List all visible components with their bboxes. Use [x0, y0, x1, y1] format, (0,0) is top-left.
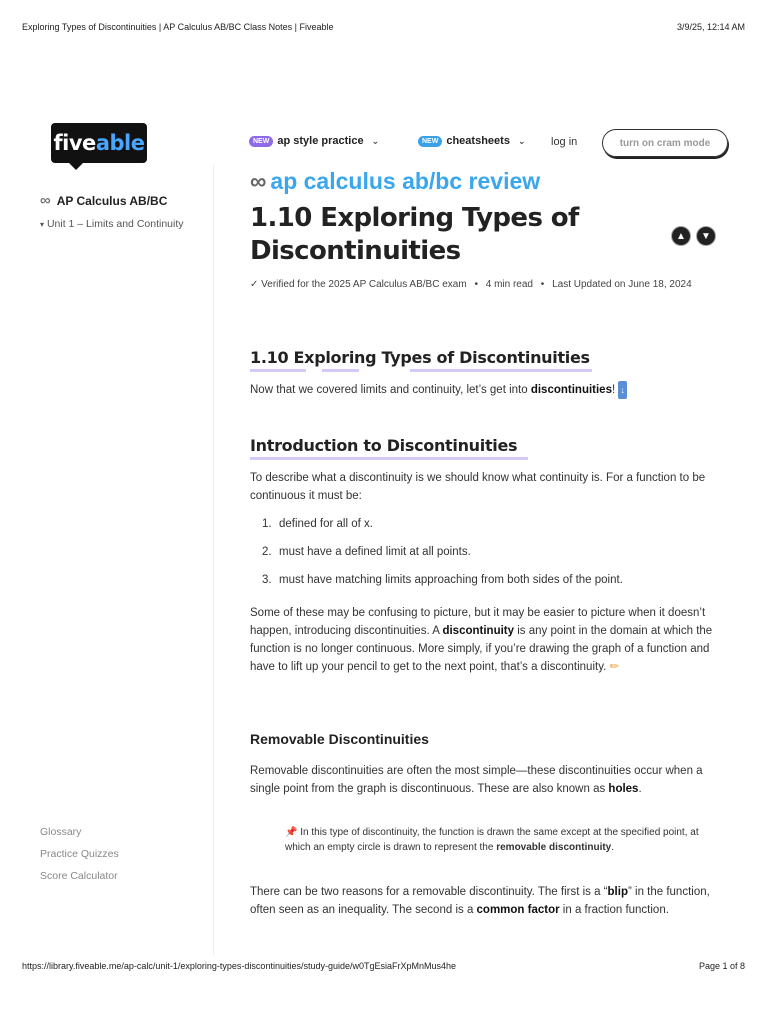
para4-text-a: There can be two reasons for a removable discontinuity. The first is a “: [250, 886, 608, 898]
thumbs-down-icon[interactable]: ▼: [696, 226, 716, 246]
arrow-down-emoji-icon: ↓: [618, 381, 627, 399]
para3-text-a: Removable discontinuities are often the most simple—these discontinuities occur when a single point from the graph is discontinuous. These are also known as: [250, 765, 703, 795]
para2-bold: discontinuity: [442, 625, 515, 637]
note-bold: removable discontinuity: [496, 842, 612, 853]
cram-mode-button[interactable]: turn on cram mode: [602, 129, 728, 157]
review-link[interactable]: [250, 168, 540, 195]
logo-text-part1: five: [53, 131, 96, 155]
chevron-down-icon: ⌄: [371, 135, 380, 146]
infinity-icon: ∞: [40, 192, 51, 209]
sidebar-course-label: AP Calculus AB/BC: [56, 193, 168, 208]
list-item: 3. must have matching limits approaching from both sides of the point.: [262, 574, 623, 586]
sidebar-course-link[interactable]: [40, 192, 167, 209]
section-heading-2: Introduction to Discontinuities: [250, 436, 518, 455]
meta-updated: Last Updated on June 18, 2024: [552, 279, 692, 290]
keyword-underline: [410, 369, 592, 372]
para4-text-c: in a fraction function.: [559, 904, 669, 916]
fiveable-logo[interactable]: [51, 123, 147, 163]
sidebar-divider: [213, 165, 214, 955]
sidebar-link-glossary[interactable]: Glossary: [40, 826, 82, 838]
nav-ap-style-practice[interactable]: [249, 135, 379, 147]
list-item: 1. defined for all of x.: [262, 518, 373, 530]
list-item: 2. must have a defined limit at all points.: [262, 546, 471, 558]
infinity-icon: ∞: [250, 168, 267, 194]
article-meta: ✓ Verified for the 2025 AP Calculus AB/BC exam • 4 min read • Last Updated on June 18, 2024: [250, 279, 692, 290]
thumbs-up-icon[interactable]: ▲: [671, 226, 691, 246]
meta-read-time: 4 min read: [485, 279, 533, 290]
paragraph-continuity: To describe what a discontinuity is we should know what continuity is. For a function to be continuous it must be:: [250, 472, 706, 502]
note-end: .: [611, 842, 615, 853]
list-item-text: defined for all of x.: [279, 518, 373, 530]
new-badge: NEW: [249, 136, 273, 147]
intro-text: Now that we covered limits and continuity, let’s get into: [250, 384, 531, 396]
review-label: ap calculus ab/bc review: [270, 168, 541, 194]
nav-item-label: ap style practice: [277, 135, 364, 147]
print-footer-url: https://library.fiveable.me/ap-calc/unit-1/exploring-types-discontinuities/study-guide/w0TgEsiaFrXpMnMus4he: [22, 961, 457, 971]
para4-bold-blip: blip: [607, 886, 628, 898]
list-item-text: must have matching limits approaching from both sides of the point.: [279, 574, 623, 586]
paragraph-reasons: [250, 883, 720, 919]
chevron-down-icon: ⌄: [517, 135, 526, 146]
paragraph-removable: [250, 762, 720, 798]
paragraph-discontinuity: [250, 604, 720, 676]
pushpin-icon: 📌: [285, 827, 298, 838]
print-header-title: Exploring Types of Discontinuities | AP Calculus AB/BC Class Notes | Fiveable: [22, 22, 334, 32]
sidebar-link-score-calculator[interactable]: Score Calculator: [40, 870, 118, 882]
para4-bold-common-factor: common factor: [476, 904, 560, 916]
para2-text-a: Some of these may be confusing to picture, but it may be easier to picture when it doesn’t happen, introducing discontinuities. A: [250, 607, 706, 637]
logo-text-part2: able: [95, 131, 145, 155]
new-badge: NEW: [418, 136, 442, 147]
login-link[interactable]: log in: [551, 136, 578, 148]
nav-cheatsheets[interactable]: [418, 135, 525, 147]
intro-end: !: [611, 384, 616, 396]
para3-end: .: [638, 783, 642, 795]
logo-speech-tail: [68, 162, 84, 170]
section-heading-1: 1.10 Exploring Types of Discontinuities: [250, 348, 590, 367]
meta-verified: Verified for the 2025 AP Calculus AB/BC exam: [261, 279, 467, 290]
caret-down-icon: ▾: [40, 220, 45, 229]
nav-item-label: cheatsheets: [446, 135, 510, 147]
keyword-underline: [250, 457, 528, 460]
print-header-datetime: 3/9/25, 12:14 AM: [676, 22, 745, 32]
list-item-text: must have a defined limit at all points.: [279, 546, 471, 558]
para4-text-b: ” in the function, often seen as an inequality. The second is a: [250, 886, 710, 916]
subsection-heading: Removable Discontinuities: [250, 731, 429, 747]
sidebar-unit-item[interactable]: [40, 217, 200, 232]
print-footer-page: Page 1 of 8: [698, 961, 745, 971]
pencil-emoji-icon: ✏: [609, 661, 620, 673]
intro-bold: discontinuities: [530, 384, 612, 396]
keyword-underline: [250, 369, 306, 372]
note-callout: [285, 825, 705, 855]
check-icon: ✓: [250, 279, 259, 290]
sidebar-link-practice-quizzes[interactable]: Practice Quizzes: [40, 848, 119, 860]
page-title: 1.10 Exploring Types of Discontinuities: [250, 203, 579, 266]
intro-paragraph: [250, 381, 720, 399]
para2-text-b: is any point in the domain at which the function is no longer continuous. More simply, if you’re drawing the graph of a function and have to lift up your pencil to get to the next point, that’s a discontinuity.: [250, 625, 713, 673]
sidebar-unit-label: Unit 1 – Limits and Continuity: [46, 218, 184, 230]
note-text-a: In this type of discontinuity, the function is drawn the same except at the specified point, at which an empty circle is drawn to represent the: [285, 827, 699, 853]
para3-bold: holes: [608, 783, 639, 795]
keyword-underline: [322, 369, 359, 372]
